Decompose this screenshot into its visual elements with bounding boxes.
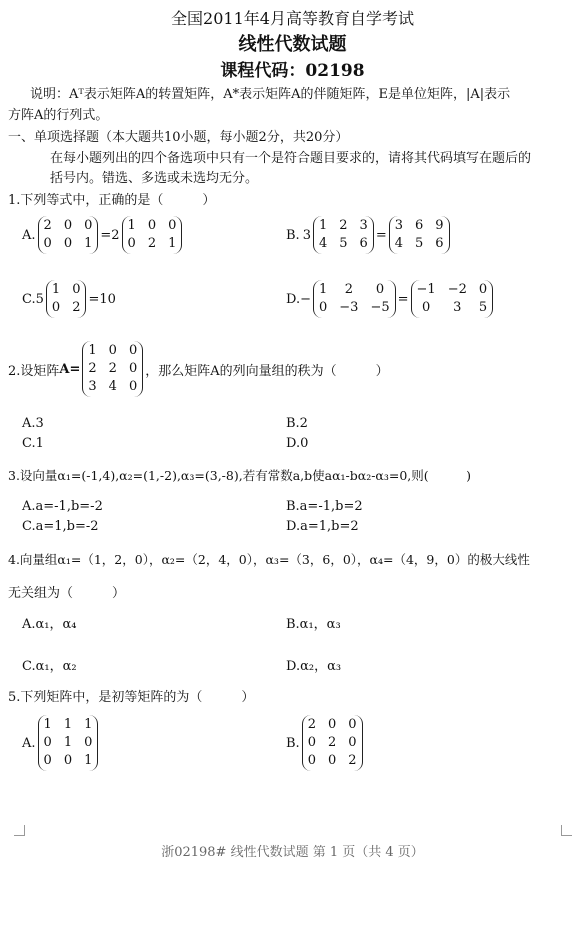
q3-option-c: C.a=1,b=-2: [22, 519, 99, 534]
q5-option-b: [286, 715, 365, 771]
matrix-entry: 1: [63, 735, 73, 750]
matrix-entry: 0: [63, 236, 73, 251]
q2-option-d: D.0: [286, 436, 309, 451]
equals-text: =2: [100, 227, 120, 243]
matrix: [313, 280, 396, 318]
matrix-entry: 1: [318, 218, 328, 233]
matrix-entry: 0: [375, 282, 385, 297]
matrix-entry: 1: [168, 236, 177, 251]
matrix-entry: 4: [394, 236, 403, 251]
matrix-entry: −3: [339, 300, 359, 315]
equals-text: =: [397, 291, 409, 307]
option-label: A.: [22, 227, 36, 243]
matrix-entry: 0: [63, 753, 73, 768]
matrix-entry: 0: [72, 282, 81, 297]
matrix-entry: 2: [147, 236, 157, 251]
section-instructions-2: 括号内。错选、多选或未选均无分。: [50, 171, 259, 186]
q2-option-b: B.2: [286, 416, 308, 431]
matrix-entry: 0: [108, 343, 117, 358]
matrix-entry: 0: [348, 717, 357, 732]
matrix-entry: 0: [348, 735, 357, 750]
matrix-entry: 5: [478, 300, 488, 315]
matrix-entry: 1: [88, 343, 97, 358]
section-title: 一、单项选择题（本大题共10小题，每小题2分，共20分）: [8, 130, 349, 145]
matrix-entry: 3: [359, 218, 368, 233]
option-label: B.: [286, 227, 300, 243]
matrix-entry: 2: [339, 218, 348, 233]
matrix: [122, 216, 183, 254]
q2-stem-post: ，那么矩阵A的列向量组的秩为（ ）: [145, 363, 389, 379]
matrix-entry: 0: [84, 735, 93, 750]
equals-text: =: [375, 227, 387, 243]
matrix-entry: 4: [318, 236, 328, 251]
q4-option-a: A.α₁，α₄: [22, 617, 77, 632]
matrix-entry: 3: [88, 379, 97, 394]
section-instructions-1: 在每小题列出的四个备选项中只有一个是符合题目要求的，请将其代码填写在题后的: [50, 151, 532, 166]
matrix-entry: −5: [370, 300, 390, 315]
corner-mark: [561, 825, 572, 836]
q3-option-d: D.a=1,b=2: [286, 519, 359, 534]
matrix-entry: 0: [63, 218, 73, 233]
course-code: 课程代码：02198: [220, 61, 365, 81]
matrix-entry: 1: [127, 218, 136, 233]
matrix-entry: 0: [307, 753, 316, 768]
matrix-entry: 2: [307, 717, 316, 732]
matrix-entry: 0: [327, 717, 337, 732]
matrix-entry: 0: [43, 753, 52, 768]
page-footer: 浙02198# 线性代数试题 第 1 页（共 4 页）: [161, 845, 424, 860]
matrix-entry: 1: [84, 717, 93, 732]
exam-header-line1: 全国2011年4月高等教育自学考试: [171, 9, 414, 28]
matrix-entry: −1: [416, 282, 436, 297]
q4-stem-line2: 无关组为（ ）: [8, 586, 126, 601]
q2-option-a: A.3: [22, 416, 44, 431]
q3-option-a: A.a=-1,b=-2: [22, 499, 103, 514]
matrix-entry: 5: [339, 236, 348, 251]
matrix: [38, 216, 99, 254]
scalar: 5: [35, 291, 44, 307]
matrix-entry: 2: [348, 753, 357, 768]
matrix-entry: 0: [307, 735, 316, 750]
matrix-entry: 3: [394, 218, 403, 233]
matrix-entry: 0: [327, 753, 337, 768]
notice-line1: 说明：Aᵀ表示矩阵A的转置矩阵，A*表示矩阵A的伴随矩阵，E是单位矩阵，|A|表示: [30, 87, 511, 102]
sign: −: [300, 291, 311, 307]
q5-option-a: [22, 715, 100, 771]
q4-option-c: C.α₁，α₂: [22, 659, 77, 674]
matrix-entry: 2: [88, 361, 97, 376]
matrix-entry: −2: [447, 282, 467, 297]
matrix-entry: 0: [128, 343, 138, 358]
corner-mark: [14, 825, 25, 836]
q2-stem-pre: 2.设矩阵: [8, 363, 60, 379]
matrix: [313, 216, 374, 254]
matrix-entry: 0: [147, 218, 157, 233]
q1-option-c: [22, 280, 116, 318]
matrix-entry: 2: [72, 300, 81, 315]
matrix-entry: 2: [43, 218, 52, 233]
q1-option-a: [22, 216, 184, 254]
matrix-entry: 0: [478, 282, 488, 297]
matrix-entry: 0: [43, 236, 52, 251]
notice-line2: 方阵A的行列式。: [8, 108, 109, 123]
q3-stem: 3.设向量α₁=(-1,4),α₂=(1,-2),α₃=(3,-8),若有常数a,b使aα₁-bα₂-α₃=0,则( ): [8, 468, 472, 483]
matrix: [302, 715, 363, 771]
matrix-entry: 0: [84, 218, 93, 233]
scalar: 3: [302, 227, 311, 243]
matrix-entry: 1: [63, 717, 73, 732]
option-label: A.: [22, 735, 36, 751]
matrix-entry: 4: [108, 379, 117, 394]
q1-option-d: [286, 280, 495, 318]
matrix-entry: 2: [327, 735, 337, 750]
matrix-entry: 0: [127, 236, 136, 251]
q2-matrix-name: A=: [59, 361, 81, 377]
matrix-entry: 1: [319, 282, 328, 297]
matrix-entry: 6: [415, 218, 424, 233]
q1-stem: 1.下列等式中，正确的是（ ）: [8, 193, 216, 208]
matrix-entry: 0: [421, 300, 431, 315]
q4-option-b: B.α₁，α₃: [286, 617, 341, 632]
matrix-entry: 9: [435, 218, 444, 233]
option-label: D.: [286, 291, 301, 307]
q4-option-d: D.α₂，α₃: [286, 659, 342, 674]
option-label: B.: [286, 735, 300, 751]
q2-stem: [8, 341, 389, 397]
exam-title: 线性代数试题: [238, 34, 347, 55]
option-label: C.: [22, 291, 36, 307]
matrix-entry: 1: [84, 236, 93, 251]
matrix-entry: 1: [84, 753, 93, 768]
matrix-entry: 0: [319, 300, 328, 315]
equals-text: =10: [88, 291, 116, 307]
matrix: [389, 216, 450, 254]
matrix-entry: 2: [344, 282, 353, 297]
matrix-entry: 3: [453, 300, 462, 315]
matrix: [411, 280, 494, 318]
matrix-entry: 0: [51, 300, 61, 315]
matrix-entry: 2: [108, 361, 117, 376]
matrix-entry: 1: [43, 717, 52, 732]
matrix-entry: 6: [435, 236, 444, 251]
matrix-entry: 0: [128, 361, 138, 376]
matrix: [82, 341, 143, 397]
matrix: [46, 280, 87, 318]
matrix-entry: 6: [359, 236, 368, 251]
q4-stem-line1: 4.向量组α₁=（1，2，0），α₂=（2，4，0），α₃=（3，6，0），α₄=（4，9，0）的极大线性: [8, 552, 530, 567]
q5-stem: 5.下列矩阵中，是初等矩阵的为（ ）: [8, 690, 255, 705]
q1-option-b: [286, 216, 452, 254]
q2-option-c: C.1: [22, 436, 44, 451]
matrix-entry: 0: [128, 379, 138, 394]
q3-option-b: B.a=-1,b=2: [286, 499, 363, 514]
matrix-entry: 0: [168, 218, 177, 233]
matrix-entry: 0: [43, 735, 52, 750]
matrix: [38, 715, 99, 771]
matrix-entry: 1: [51, 282, 61, 297]
matrix-entry: 5: [415, 236, 424, 251]
